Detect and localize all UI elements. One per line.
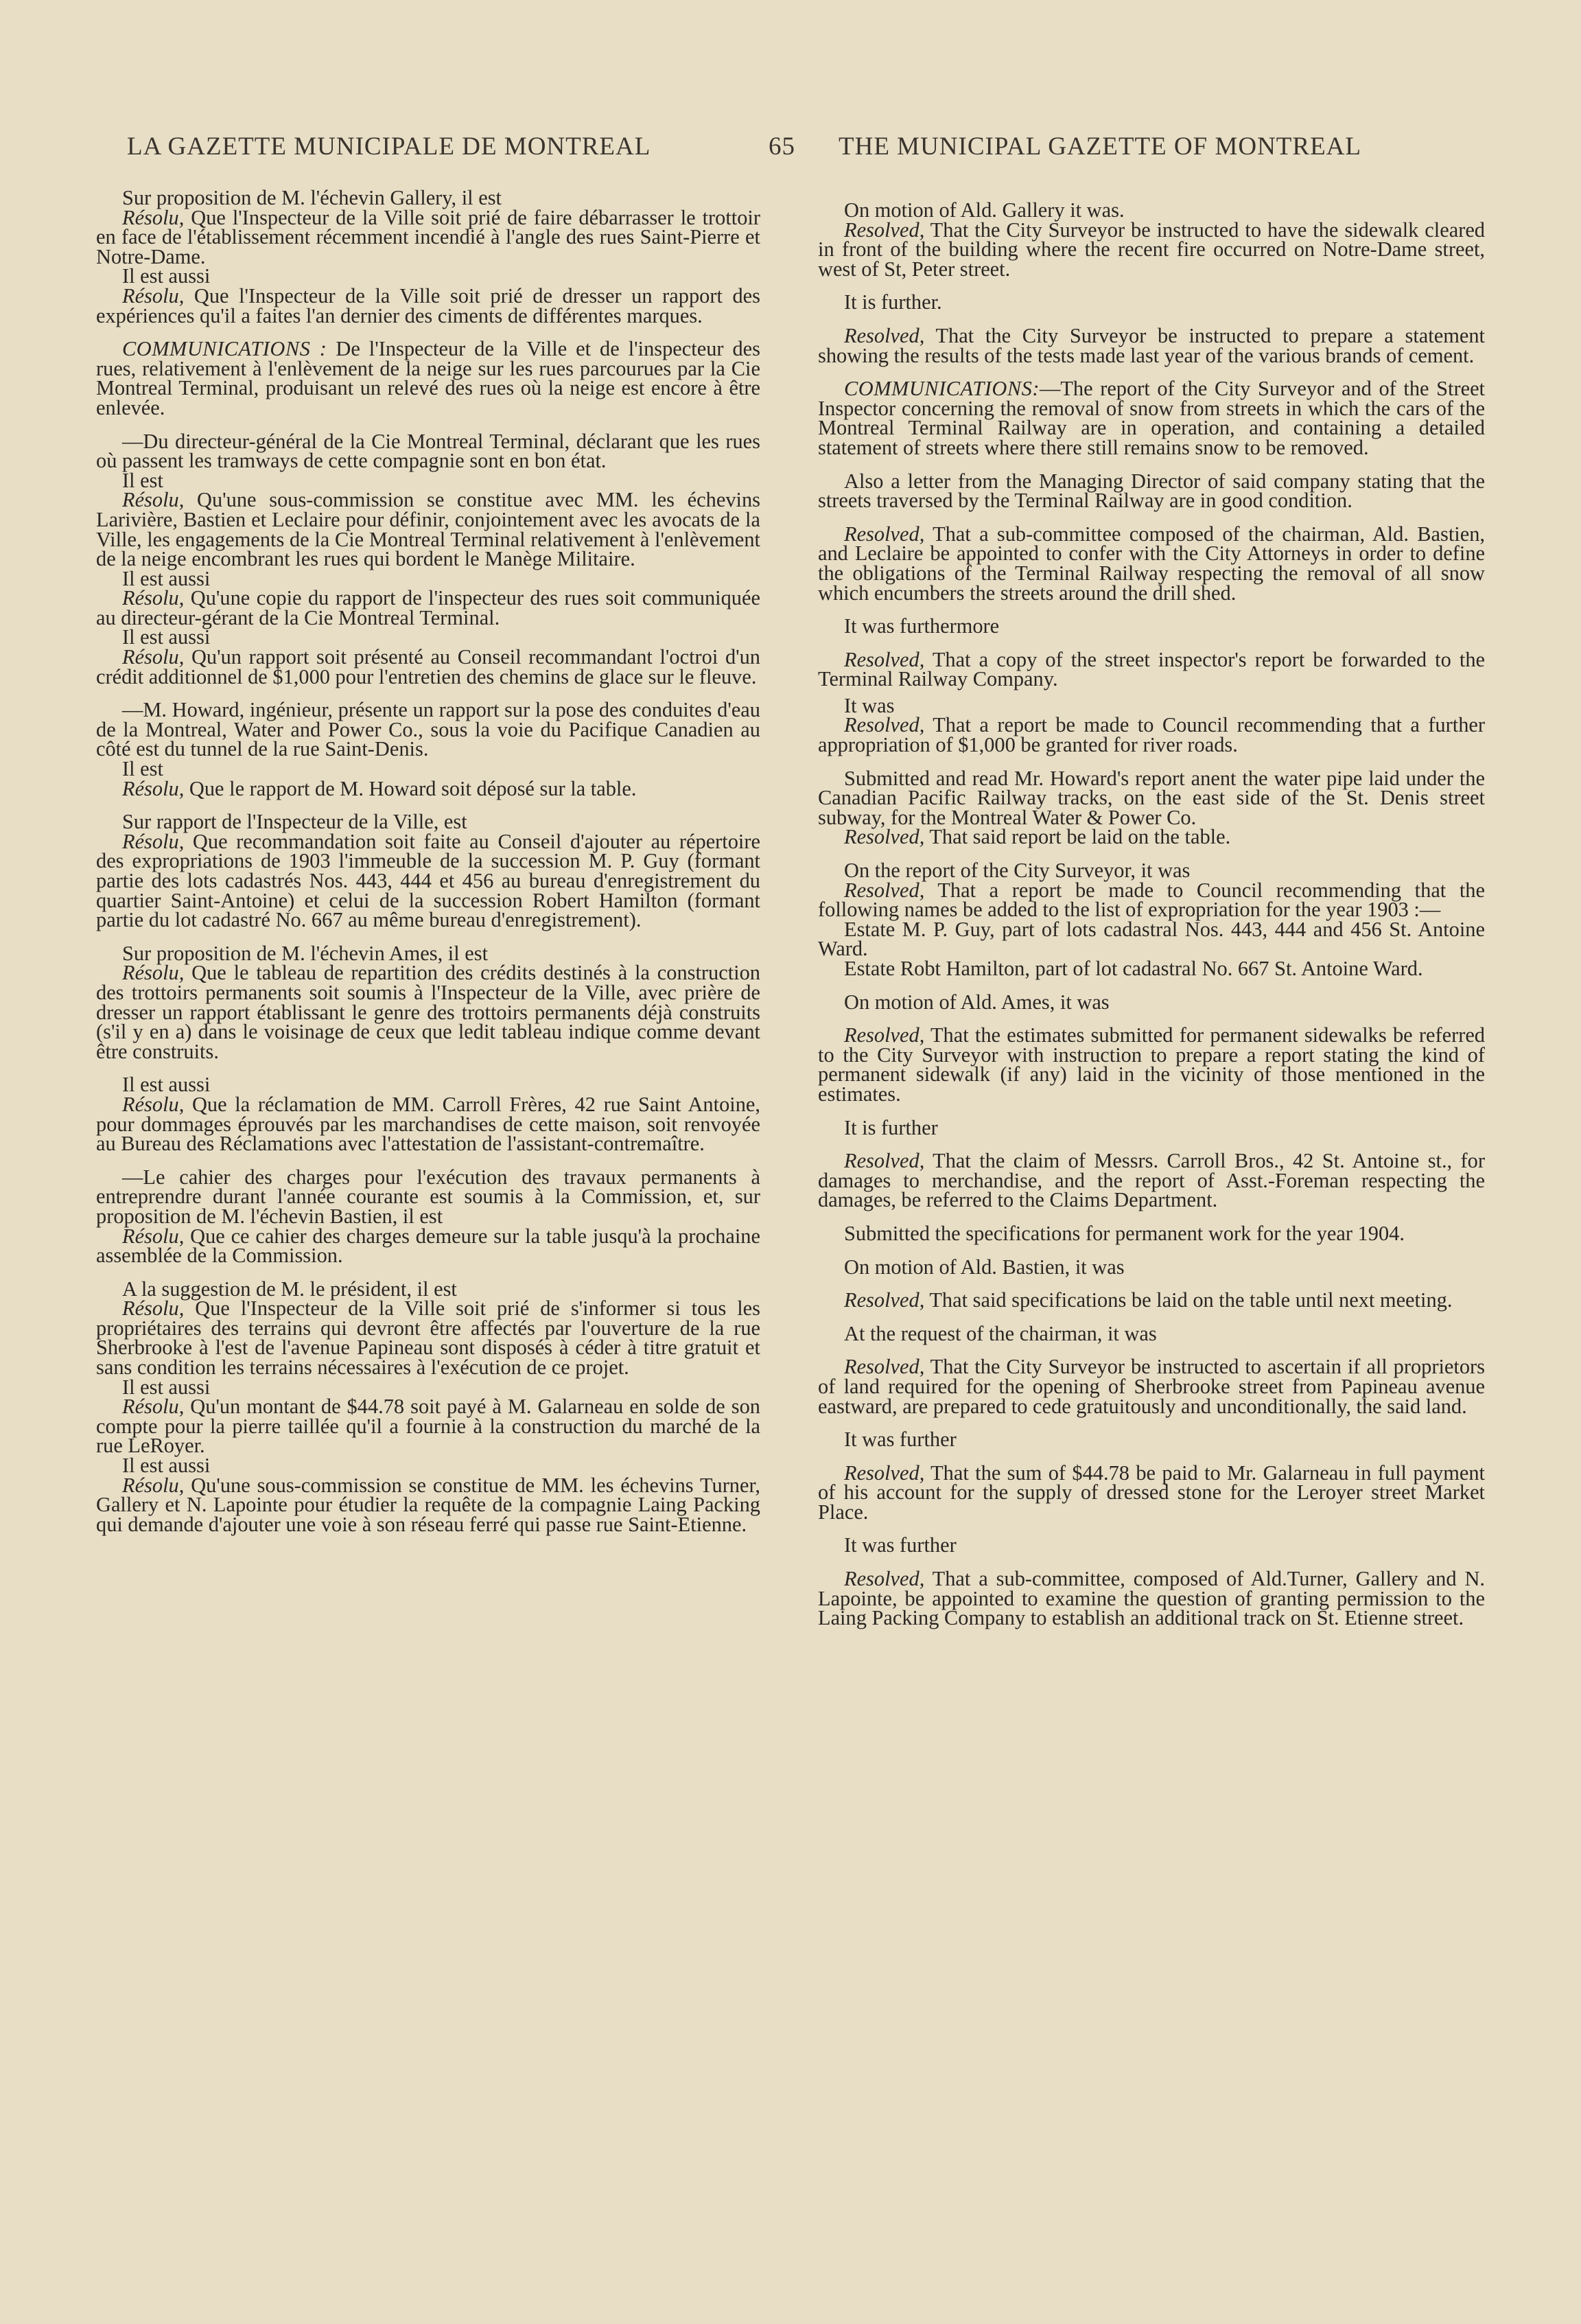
paragraph-text: That the City Surveyor be instructed to ascertain if all proprietors of land required for the opening of Sherbrooke street from Papineau avenue eastward, are prepared to cede gratuitously and unconditionally, the said land. [818,1355,1485,1418]
english-paragraph [818,878,1485,922]
paragraph-text: Qu'un rapport soit présenté au Conseil recommandant l'octroi d'un crédit additionnel de $1,000 pour l'entretien des chemins de glace sur le fleuve. [96,645,760,688]
paragraph-lead: Résolu, [122,1092,185,1116]
paragraph-text: That the sum of $44.78 be paid to Mr. Galarneau in full payment of his account for the supply of dressed stone for the Leroyer street Market Place. [818,1461,1485,1524]
english-paragraph [818,1569,1485,1628]
english-paragraph: It is further [844,1115,938,1139]
paragraph-lead: Resolved, [844,1023,925,1047]
french-paragraph: Il est aussi [122,1454,211,1478]
french-paragraph [96,829,760,932]
paragraph-text: Que le rapport de M. Howard soit déposé sur la table. [184,776,637,800]
english-paragraph: On motion of Ald. Gallery it was. [844,198,1125,222]
paragraph-lead: Résolu, [122,205,185,229]
paragraph-lead: Resolved, [844,647,925,671]
paragraph-lead: Résolu, [122,829,185,853]
paragraph-text: That said specifications be laid on the table until next meeting. [924,1288,1453,1312]
french-paragraph [96,1397,760,1456]
paragraph-lead: Resolved, [844,1149,925,1173]
english-paragraph: Estate M. P. Guy, part of lots cadastral Nos. 443, 444 and 456 St. Antoine Ward. [818,917,1485,961]
paragraph-lead: Résolu, [122,645,185,669]
paragraph-text: Que la réclamation de MM. Carroll Frères, 42 rue Saint Antoine, pour dommages éprouvés par les marchandises de cette maison, soit renvoyée au Bureau des Réclamations avec l'attestation de l'assistant-contremaître. [96,1092,760,1156]
english-paragraph [818,713,1485,757]
paragraph-lead: Resolved, [844,323,925,347]
paragraph-text: That the City Surveyor be instructed to have the sidewalk cleared in front of the building where the recent fire occurred on Notre-Dame street, west of St, Peter street. [818,218,1485,281]
french-paragraph: Il est aussi [122,1073,211,1097]
paragraph-text: Que recommandation soit faite au Conseil d'ajouter au répertoire des expropriations de 1903 l'immeuble de la succession M. P. Guy (formant partie des lots cadastrés Nos. 443, 444 et 456 au bureau d'enregistrement du quartier Saint-Antoine) et celui de la succession Robert Hamilton (formant partie du lot cadastré No. 667 au même bureau d'enregistrement). [96,829,760,932]
paragraph-text: Qu'une sous-commission se constitue avec MM. les échevins Larivière, Bastien et Leclaire pour définir, conjointement avec les avocats de la Ville, les engagements de la Cie Montreal Terminal relativement à l'enlèvement de la neige encombrant les rues qui bordent le Manège Militaire. [96,488,760,571]
french-paragraph [96,1297,760,1380]
french-paragraph [96,1473,760,1536]
french-paragraph [96,1092,760,1156]
french-paragraph: —Le cahier des charges pour l'exécution des travaux permanents à entreprendre durant l'année courante est soumis à la Commission, et, sur proposition de M. l'échevin Bastien, il est [96,1165,760,1228]
paragraph-lead: Resolved, [844,522,925,546]
english-paragraph [818,1463,1485,1522]
paragraph-lead: Resolved, [844,1288,925,1312]
english-paragraph [818,827,1485,847]
french-paragraph: A la suggestion de M. le président, il est [122,1277,457,1301]
english-paragraph [818,1357,1485,1416]
paragraph-text: That a sub-committee, composed of Ald.Turner, Gallery and N. Lapointe, be appointed to examine the question of granting permission to the Laing Packing Company to establish an additional track on St. Etienne street. [818,1567,1485,1630]
english-paragraph [818,379,1485,457]
english-column [818,200,1485,1628]
paragraph-lead: Resolved, [844,1461,925,1485]
paragraph-lead: Résolu, [122,776,185,800]
paragraph-text: —The report of the City Surveyor and of the Street Inspector concerning the removal of snow from streets in which the cars of the Montreal Terminal Railway are in operation, and containing a detailed statement of streets where there still remains snow to be removed. [818,377,1485,459]
english-paragraph: It was further [844,1428,957,1452]
paragraph-text: That the estimates submitted for permanent sidewalks be referred to the City Surveyor with instruction to prepare a report stating the kind of permanent sidewalk (if any) laid in the vicinity of those mentioned in the estimates. [818,1023,1485,1106]
french-paragraph [96,205,760,268]
english-paragraph: On the report of the City Surveyor, it was [844,859,1191,883]
french-paragraph [96,488,760,571]
french-paragraph: Il est aussi [122,566,211,590]
paragraph-lead: Résolu, [122,1395,185,1419]
english-paragraph [818,647,1485,691]
french-paragraph: Sur proposition de M. l'échevin Gallery, il est [122,186,502,209]
paragraph-text: Que le tableau de repartition des crédits destinés à la construction des trottoirs permanents soit soumis à l'Inspecteur de la Ville, avec prière de dresser un rapport établissant le genre des trottoirs permanents déjà construits (s'il y en a) dans le voisinage de ceux que ledit tableau indique comme devant être construits. [96,961,760,1063]
paragraph-lead: Résolu, [122,1224,185,1248]
paragraph-text: Que l'Inspecteur de la Ville soit prié de dresser un rapport des expériences qu'il a faites l'an dernier des ciments de différentes marques. [96,283,760,327]
paragraph-lead: Resolved, [844,218,925,242]
french-column [96,188,760,1534]
paragraph-text: That the claim of Messrs. Carroll Bros., 42 St. Antoine st., for damages to merchandise, and the report of Asst.-Foreman respecting the damages, be referred to the Claims Department. [818,1149,1485,1212]
paragraph-lead: Resolved, [844,1355,925,1379]
english-paragraph: Submitted and read Mr. Howard's report anent the water pipe laid under the Canadian Pacific Railway tracks, on the east side of the St. Denis street subway, for the Montreal Water & Power Co. [818,766,1485,829]
french-paragraph: Sur rapport de l'Inspecteur de la Ville, est [122,810,467,834]
french-paragraph: Il est aussi [122,264,211,288]
english-paragraph [818,220,1485,279]
french-paragraph [96,776,760,800]
english-paragraph [818,1025,1485,1104]
paragraph-text: That a copy of the street inspector's report be forwarded to the Terminal Railway Company. [818,647,1485,691]
paragraph-lead: Resolved, [844,878,925,902]
english-paragraph: Submitted the specifications for permanent work for the year 1904. [844,1221,1405,1245]
french-paragraph [96,1224,760,1268]
paragraph-lead: Resolved, [844,713,925,737]
english-paragraph: It was [844,693,895,717]
english-paragraph [818,524,1485,603]
paragraph-text: Que ce cahier des charges demeure sur la table jusqu'à la prochaine assemblée de la Commission. [96,1224,760,1268]
paragraph-text: De l'Inspecteur de la Ville et de l'inspecteur des rues, relativement à l'enlèvement de la neige sur les rues parcourues par la Cie Montreal Terminal, produisant un relevé des rues où la neige est encore à être enlevée. [96,337,760,419]
french-paragraph: Sur proposition de M. l'échevin Ames, il est [122,941,489,965]
english-paragraph: It was furthermore [844,614,1000,638]
paragraph-lead: Resolved, [844,825,925,849]
english-paragraph: It is further. [844,290,942,314]
paragraph-text: That a sub-committee composed of the chairman, Ald. Bastien, and Leclaire be appointed to confer with the City Attorneys in order to define the obligations of the Terminal Railway respecting the removal of all snow which encumbers the streets around the drill shed. [818,522,1485,605]
paragraph-text: That said report be laid on the table. [924,825,1231,849]
french-paragraph [96,588,760,627]
french-paragraph [96,283,760,327]
paragraph-lead: COMMUNICATIONS : [122,337,327,361]
paragraph-lead: Résolu, [122,488,185,512]
french-paragraph: Il est [122,468,163,492]
header-french-title: LA GAZETTE MUNICIPALE DE MONTREAL [127,132,651,161]
english-paragraph: At the request of the chairman, it was [844,1321,1157,1345]
paragraph-lead: Résolu, [122,961,185,985]
french-paragraph: —Du directeur-général de la Cie Montreal Terminal, déclarant que les rues où passent les tramways de cette compagnie sont en bon état. [96,429,760,473]
paragraph-lead: Résolu, [122,586,185,610]
paragraph-text: Que l'Inspecteur de la Ville soit prié de faire débarrasser le trottoir en face de l'établissement récemment incendié à l'angle des rues Saint-Pierre et Notre-Dame. [96,205,760,268]
paragraph-text: That a report be made to Council recommending that a further appropriation of $1,000 be granted for river roads. [818,713,1485,757]
paragraph-lead: COMMUNICATIONS: [844,377,1040,401]
paragraph-text: Qu'une sous-commission se constitue de MM. les échevins Turner, Gallery et N. Lapointe pour étudier la requête de la compagnie Laing Packing qui demande d'ajouter une voie à son réseau ferré qui passe rue Saint-Etienne. [96,1473,760,1536]
paragraph-lead: Résolu, [122,1473,185,1497]
paragraph-lead: Resolved, [844,1567,925,1591]
french-paragraph [96,339,760,417]
english-paragraph [818,323,1485,367]
paragraph-text: Qu'une copie du rapport de l'inspecteur des rues soit communiquée au directeur-gérant de la Cie Montreal Terminal. [96,586,760,629]
paragraph-lead: Résolu, [122,1297,185,1321]
running-head [0,132,1581,173]
paragraph-lead: Résolu, [122,283,185,307]
header-english-title: THE MUNICIPAL GAZETTE OF MONTREAL [839,132,1361,161]
french-paragraph: Il est [122,757,163,781]
english-paragraph [818,1290,1485,1310]
english-paragraph: On motion of Ald. Ames, it was [844,990,1110,1014]
english-paragraph [818,1151,1485,1210]
english-paragraph: Also a letter from the Managing Director of said company stating that the streets traversed by the Terminal Railway are in good condition. [818,469,1485,513]
english-paragraph: It was further [844,1533,957,1557]
french-paragraph: Il est aussi [122,625,211,649]
paragraph-text: Qu'un montant de $44.78 soit payé à M. Galarneau en solde de son compte pour la pierre taillée qu'il a fournie à la construction du marché de la rue LeRoyer. [96,1395,760,1458]
english-paragraph: Estate Robt Hamilton, part of lot cadastral No. 667 St. Antoine Ward. [844,957,1423,980]
english-paragraph: On motion of Ald. Bastien, it was [844,1255,1125,1279]
french-paragraph [96,647,760,686]
paragraph-text: That the City Surveyor be instructed to prepare a statement showing the results of the tests made last year of the various brands of cement. [818,323,1485,367]
french-paragraph [96,963,760,1061]
page-number: 65 [769,132,795,161]
french-paragraph: —M. Howard, ingénieur, présente un rapport sur la pose des conduites d'eau de la Montreal, Water and Power Co., sous la voie du Pacifique Canadien au côté est du tunnel de la rue Saint-Denis. [96,698,760,761]
paragraph-text: Que l'Inspecteur de la Ville soit prié de s'informer si tous les propriétaires des terrains qui devront être affectés par l'ouverture de la rue Sherbrooke à l'est de l'avenue Papineau sont disposés à céder à titre gratuit et sans condition les terrains nécessaires à l'exécution de ce projet. [96,1297,760,1380]
french-paragraph: Il est aussi [122,1375,211,1399]
paragraph-text: That a report be made to Council recommending that the following names be added to the list of expropriation for the year 1903 :— [818,878,1485,922]
